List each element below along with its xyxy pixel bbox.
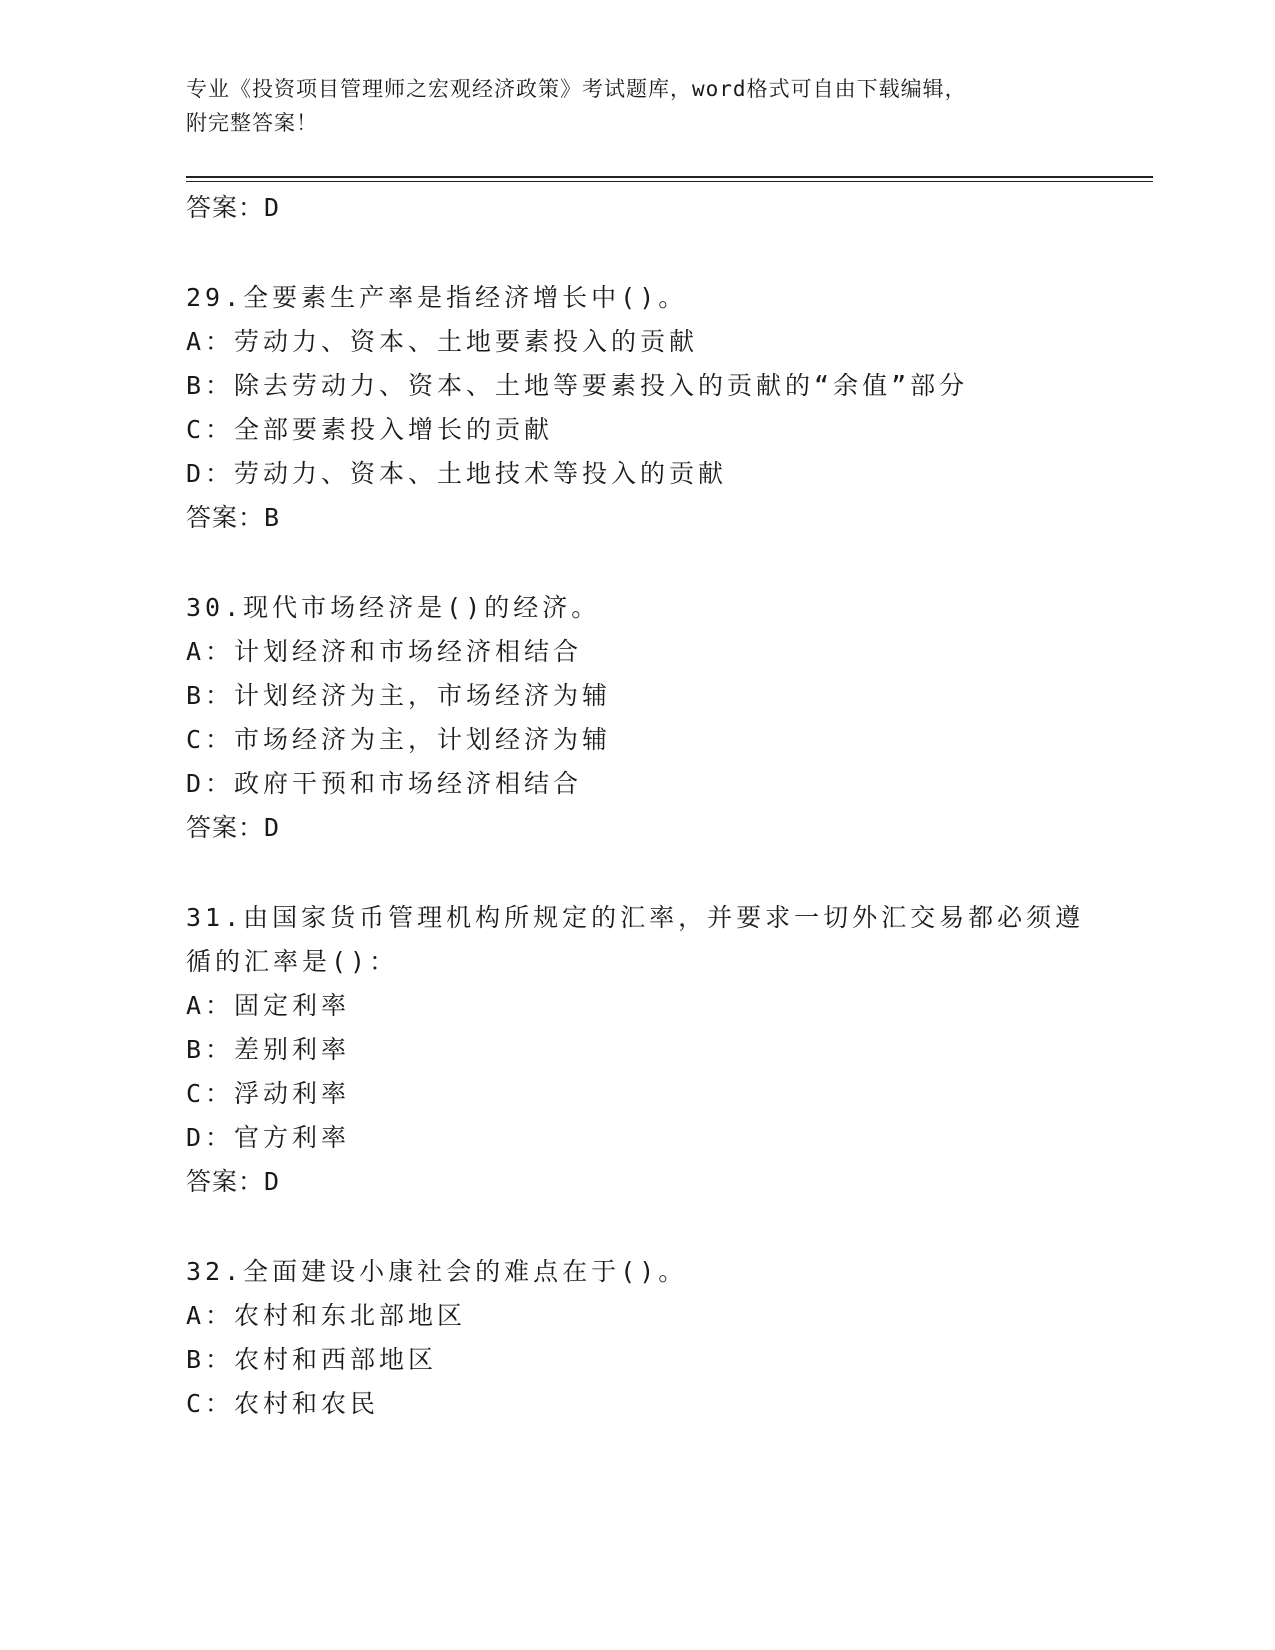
question-30-answer: 答案：D (186, 813, 281, 842)
question-30-option-d: D：政府干预和市场经济相结合 (186, 769, 583, 798)
question-29-option-a: A：劳动力、资本、土地要素投入的贡献 (186, 327, 699, 356)
question-31-option-a: A：固定利率 (186, 991, 351, 1020)
header-rule-thick (186, 176, 1153, 178)
question-31-answer: 答案：D (186, 1167, 281, 1196)
question-32-option-a: A：农村和东北部地区 (186, 1301, 467, 1330)
question-29-option-d: D：劳动力、资本、土地技术等投入的贡献 (186, 459, 728, 488)
question-29-option-b: B：除去劳动力、资本、土地等要素投入的贡献的“余值”部分 (186, 371, 969, 400)
question-31-option-c: C：浮动利率 (186, 1079, 351, 1108)
question-30-option-a: A：计划经济和市场经济相结合 (186, 637, 583, 666)
question-29-answer: 答案：B (186, 503, 281, 532)
question-32-option-c: C：农村和农民 (186, 1389, 380, 1418)
question-32-option-b: B：农村和西部地区 (186, 1345, 438, 1374)
question-32-stem: 32.全面建设小康社会的难点在于()。 (186, 1257, 688, 1286)
question-31-option-b: B：差别利率 (186, 1035, 351, 1064)
header-rule-thin (186, 181, 1153, 182)
header-line-1: 专业《投资项目管理师之宏观经济政策》考试题库，word格式可自由下载编辑， (186, 77, 967, 101)
question-30-option-b: B：计划经济为主，市场经济为辅 (186, 681, 612, 710)
question-30-stem: 30.现代市场经济是()的经济。 (186, 593, 601, 622)
question-29-option-c: C：全部要素投入增长的贡献 (186, 415, 554, 444)
previous-answer: 答案：D (186, 193, 281, 222)
question-29-stem: 29.全要素生产率是指经济增长中()。 (186, 283, 688, 312)
question-30-option-c: C：市场经济为主，计划经济为辅 (186, 725, 612, 754)
question-31-stem-line-2: 循的汇率是()： (186, 947, 399, 976)
document-header (186, 72, 1086, 140)
question-31-option-d: D：官方利率 (186, 1123, 351, 1152)
question-31-stem-line-1: 31.由国家货币管理机构所规定的汇率，并要求一切外汇交易都必须遵 (186, 903, 1085, 932)
header-line-2: 附完整答案！ (186, 111, 318, 135)
